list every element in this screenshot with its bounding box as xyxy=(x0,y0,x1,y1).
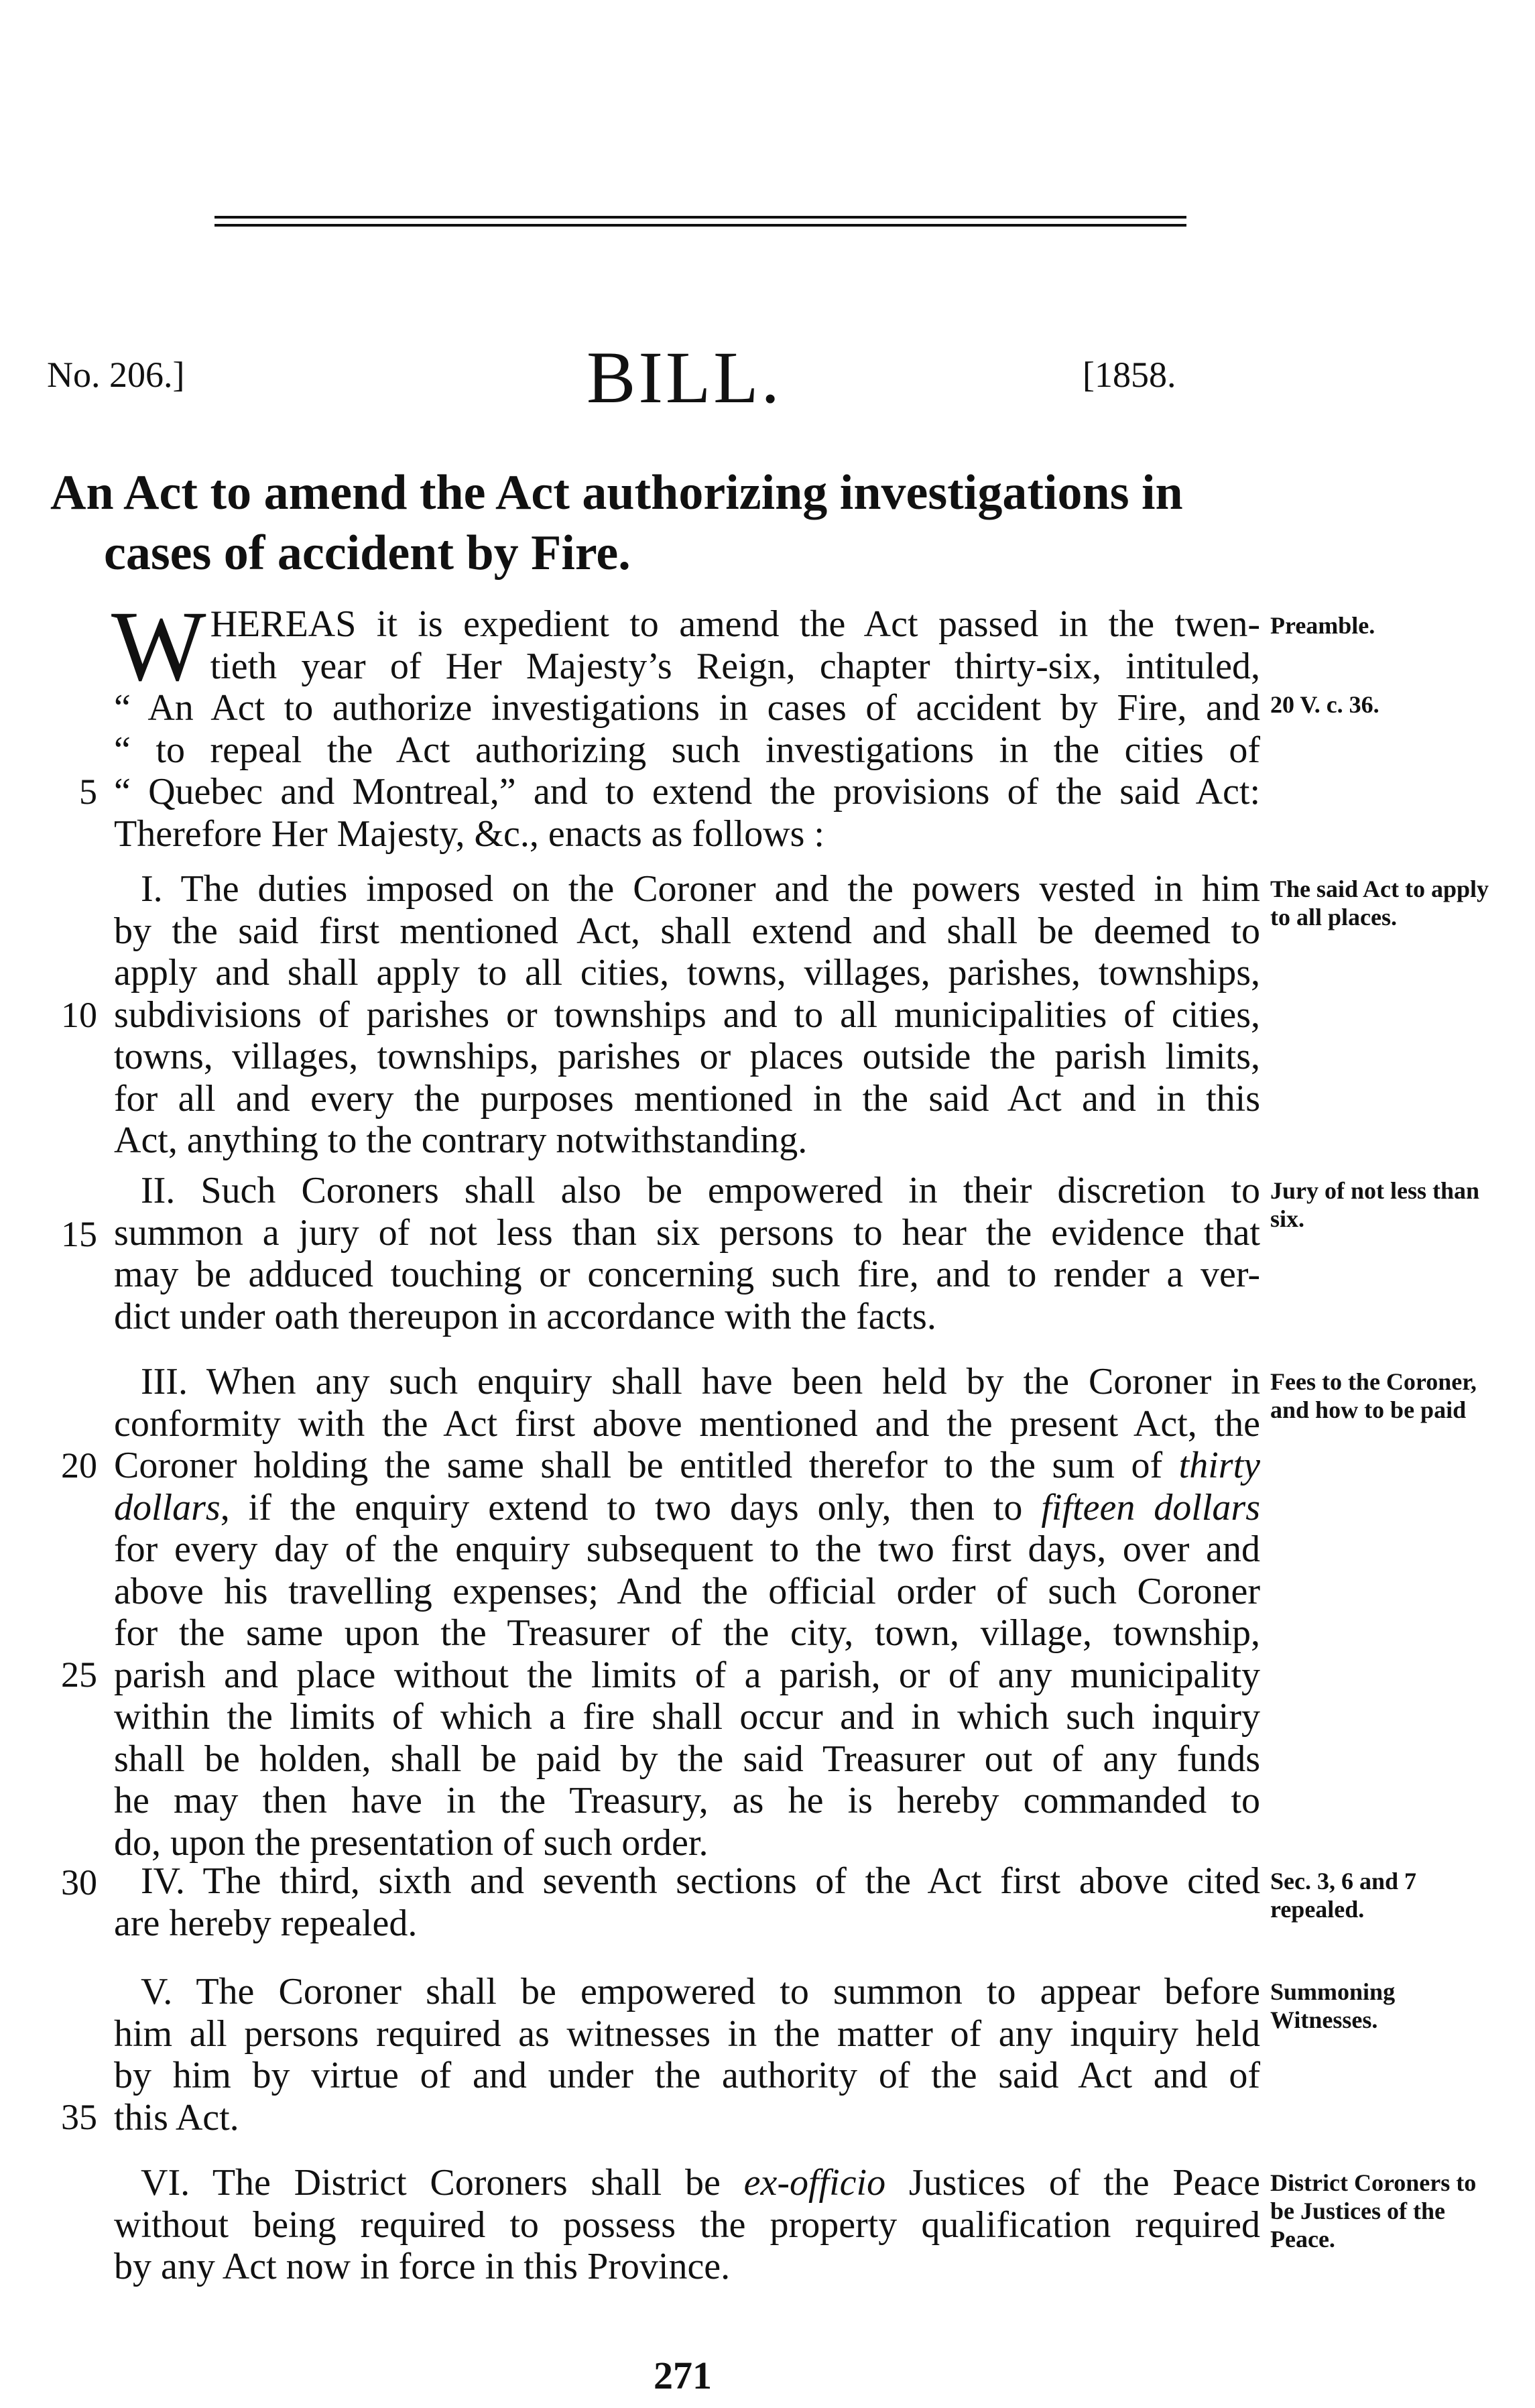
section-line: V. The Coroner shall be empowered to summon to appear before xyxy=(141,1971,1260,2012)
line-number: 5 xyxy=(79,772,97,812)
section-6 xyxy=(114,2162,1260,2288)
top-rule xyxy=(214,216,1186,219)
section-line: for the same upon the Treasurer of the city, town, village, township, xyxy=(114,1612,1260,1654)
page-number: 271 xyxy=(654,2354,712,2397)
section-line: for all and every the purposes mentioned in the said Act and in this xyxy=(114,1077,1260,1120)
bill-year: [1858. xyxy=(1083,355,1176,395)
section-line: dict under oath thereupon in accordance with the facts. xyxy=(114,1295,936,1337)
section-2 xyxy=(114,1170,1260,1337)
section-line: him all persons required as witnesses in the matter of any inquiry held xyxy=(114,2012,1260,2055)
section-line: summon a jury of not less than six persons to hear the evidence that xyxy=(114,1211,1260,1254)
margin-note-citation: 20 V. c. 36. xyxy=(1270,691,1379,718)
text-run: VI. The District Coroners shall be xyxy=(141,2162,744,2204)
title-line-1: An Act to amend the Act authorizing investigations in xyxy=(50,465,1183,520)
text-run: Justices of the Peace xyxy=(885,2162,1260,2204)
section-line: for every day of the enquiry subsequent to the two first days, over and xyxy=(114,1528,1260,1570)
section-line: by the said first mentioned Act, shall extend and shall be deemed to xyxy=(114,910,1260,952)
section-line: do, upon the presentation of such order. xyxy=(114,1821,709,1864)
section-5 xyxy=(114,1971,1260,2139)
line-number: 25 xyxy=(61,1654,97,1695)
section-line: II. Such Coroners shall also be empowered in their discretion to xyxy=(141,1170,1260,1211)
margin-note-section-3: Fees to the Coroner, and how to be paid xyxy=(1270,1368,1477,1423)
preamble-line: Therefore Her Majesty, &c., enacts as follows : xyxy=(114,812,824,855)
section-line: without being required to possess the property qualification required xyxy=(114,2204,1260,2246)
section-line xyxy=(114,1487,1260,1529)
section-line: conformity with the Act first above mentioned and the present Act, the xyxy=(114,1402,1260,1445)
ex-officio-term: ex-officio xyxy=(743,2162,886,2204)
section-1 xyxy=(114,868,1260,1162)
margin-note-section-1: The said Act to apply to all places. xyxy=(1270,876,1489,930)
section-line: may be adduced touching or concerning such fire, and to render a ver- xyxy=(114,1254,1260,1295)
top-rule-lower xyxy=(214,224,1186,227)
section-line: by him by virtue of and under the authority of the said Act and of xyxy=(114,2055,1260,2096)
margin-note-section-2: Jury of not less than six. xyxy=(1270,1177,1480,1232)
section-line: subdivisions of parishes or townships and to all municipalities of cities, xyxy=(114,994,1260,1036)
amount-dollars: dollars xyxy=(114,1486,221,1528)
preamble-line: HEREAS it is expedient to amend the Act passed in the twen- xyxy=(210,603,1260,645)
section-line: I. The duties imposed on the Coroner and the powers vested in him xyxy=(141,868,1260,910)
line-number: 15 xyxy=(61,1214,97,1254)
section-line: by any Act now in force in this Province. xyxy=(114,2246,731,2287)
section-line: Act, anything to the contrary notwithstanding. xyxy=(114,1120,808,1161)
section-line: IV. The third, sixth and seventh sections of the Act first above cited xyxy=(141,1860,1260,1902)
preamble-line: “ to repeal the Act authorizing such investigations in the cities of xyxy=(114,729,1260,771)
drop-cap: W xyxy=(111,591,206,702)
section-line: towns, villages, townships, parishes or places outside the parish limits, xyxy=(114,1036,1260,1077)
section-line: apply and shall apply to all cities, towns, villages, parishes, townships, xyxy=(114,952,1260,994)
margin-note-preamble: Preamble. xyxy=(1270,612,1375,639)
section-4 xyxy=(114,1860,1260,1944)
text-run: Coroner holding the same shall be entitled therefor to the sum of xyxy=(114,1445,1179,1486)
section-line xyxy=(114,2162,1260,2204)
margin-note-section-6: District Coroners to be Justices of the Peace. xyxy=(1270,2169,1477,2252)
preamble-line: “ Quebec and Montreal,” and to extend the provisions of the said Act: xyxy=(114,771,1260,812)
preamble-line: “ An Act to authorize investigations in cases of accident by Fire, and xyxy=(114,687,1260,729)
section-line: shall be holden, shall be paid by the said Treasurer out of any funds xyxy=(114,1738,1260,1780)
amount-fifteen-dollars: fifteen dollars xyxy=(1041,1486,1260,1528)
margin-note-section-4: Sec. 3, 6 and 7 repealed. xyxy=(1270,1868,1417,1923)
section-line xyxy=(114,1445,1260,1487)
section-line: are hereby repealed. xyxy=(114,1902,418,1944)
section-line: III. When any such enquiry shall have been held by the Coroner in xyxy=(141,1361,1260,1402)
section-line: within the limits of which a fire shall occur and in which such inquiry xyxy=(114,1696,1260,1738)
line-number: 10 xyxy=(61,995,97,1035)
section-line: he may then have in the Treasury, as he is hereby commanded to xyxy=(114,1780,1260,1821)
text-run: , if the enquiry extend to two days only, then to xyxy=(220,1486,1042,1528)
margin-note-section-5: Summoning Witnesses. xyxy=(1270,1978,1396,2033)
amount-thirty: thirty xyxy=(1178,1445,1260,1486)
title-line-2: cases of accident by Fire. xyxy=(104,526,631,581)
preamble xyxy=(111,591,1260,855)
line-number: 20 xyxy=(61,1445,97,1486)
bill-header xyxy=(47,335,1274,418)
bill-title xyxy=(50,463,1270,583)
section-3 xyxy=(114,1361,1260,1864)
section-line: this Act. xyxy=(114,2096,239,2139)
section-line: above his travelling expenses; And the official order of such Coroner xyxy=(114,1570,1260,1612)
line-number: 35 xyxy=(61,2097,97,2137)
line-number: 30 xyxy=(61,1862,97,1903)
preamble-line: tieth year of Her Majesty’s Reign, chapter thirty-six, intituled, xyxy=(210,645,1260,687)
bill-number: No. 206.] xyxy=(47,355,185,395)
document-type: BILL. xyxy=(587,337,782,418)
section-line: parish and place without the limits of a parish, or of any municipality xyxy=(114,1654,1260,1696)
